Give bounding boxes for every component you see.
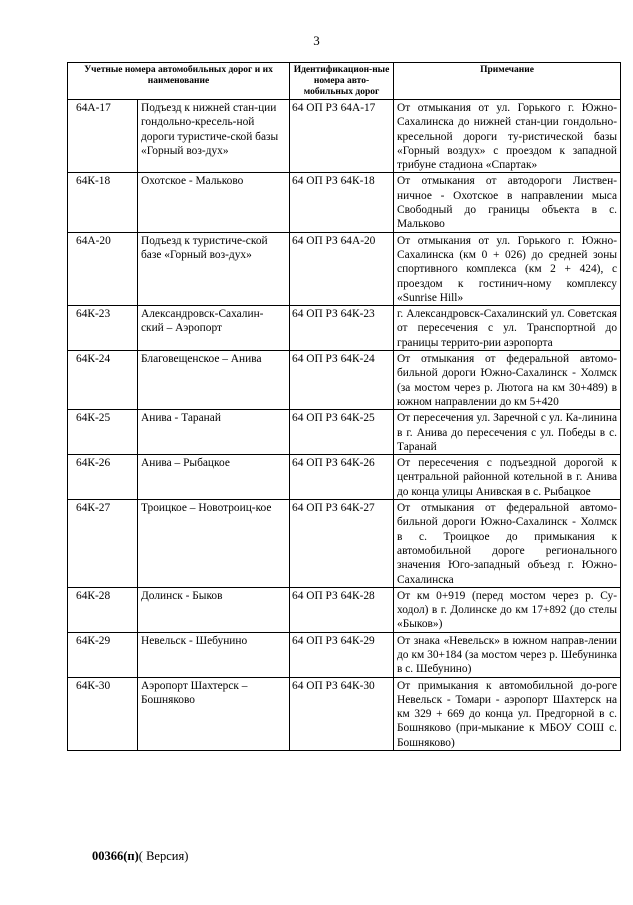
header-road-names: Учетные номера автомобильных дорог и их наименование — [68, 63, 290, 100]
table-row — [68, 455, 621, 500]
table-row — [68, 173, 621, 232]
road-account-number: 64К-30 — [68, 677, 138, 750]
table-header-row — [68, 63, 621, 100]
page-number: 3 — [313, 33, 320, 48]
table-row — [68, 500, 621, 588]
header-note: Примечание — [394, 63, 621, 100]
road-identification-number: 64 ОП РЗ 64А-17 — [290, 100, 394, 173]
road-account-number: 64К-23 — [68, 306, 138, 351]
road-account-number: 64К-18 — [68, 173, 138, 232]
road-identification-number: 64 ОП РЗ 64А-20 — [290, 232, 394, 305]
road-name: Благовещенское – Анива — [138, 351, 290, 410]
table-row — [68, 410, 621, 455]
road-identification-number: 64 ОП РЗ 64К-28 — [290, 587, 394, 632]
table-row — [68, 306, 621, 351]
road-note: г. Александровск-Сахалинский ул. Советская от пересечения с ул. Транспортной до границы террито-рии аэропорта — [394, 306, 621, 351]
road-account-number: 64К-25 — [68, 410, 138, 455]
road-name: Подъезд к туристиче-ской базе «Горный воз-дух» — [138, 232, 290, 305]
road-name: Невельск - Шебунино — [138, 632, 290, 677]
table-row — [68, 232, 621, 305]
road-name: Подъезд к нижней стан-ции гондольно-кресель-ной дороги туристиче-ской базы «Горный воз-дух» — [138, 100, 290, 173]
road-note: От отмыкания от федеральной автомо-бильной дороги Южно-Сахалинск - Холмск (за мостом через р. Лютога на км 30+489) в южном направлении до км 5+420 — [394, 351, 621, 410]
road-identification-number: 64 ОП РЗ 64К-30 — [290, 677, 394, 750]
table-row — [68, 100, 621, 173]
table-row — [68, 587, 621, 632]
document-version: ( Версия) — [138, 849, 189, 863]
road-note: От пересечения ул. Заречной с ул. Ка-линина в г. Анива до пересечения с ул. Победы в с. Таранай — [394, 410, 621, 455]
road-name: Долинск - Быков — [138, 587, 290, 632]
road-account-number: 64А-20 — [68, 232, 138, 305]
road-note: От примыкания к автомобильной до-роге Невельск - Томари - аэропорт Шахтерск на км 329 + 669 до конца ул. Предгорной в с. Бошняково (при-мыкание к МБОУ СОШ с. Бошняково) — [394, 677, 621, 750]
road-identification-number: 64 ОП РЗ 64К-24 — [290, 351, 394, 410]
road-note: От км 0+919 (перед мостом через р. Су-ходол) в г. Долинске до км 17+892 (до стелы «Быков») — [394, 587, 621, 632]
road-account-number: 64К-24 — [68, 351, 138, 410]
table-row — [68, 632, 621, 677]
table-row — [68, 351, 621, 410]
road-identification-number: 64 ОП РЗ 64К-23 — [290, 306, 394, 351]
document-code: 00366(п) — [92, 849, 139, 863]
road-note: От отмыкания от ул. Горького г. Южно-Сахалинска (км 0 + 026) до средней зоны спортивного комплекса (км 2 + 424), с проездом к гостинич-ному комплексу «Sunrise Hill» — [394, 232, 621, 305]
road-identification-number: 64 ОП РЗ 64К-25 — [290, 410, 394, 455]
road-account-number: 64К-29 — [68, 632, 138, 677]
road-name: Охотское - Мальково — [138, 173, 290, 232]
road-account-number: 64К-26 — [68, 455, 138, 500]
road-note: От знака «Невельск» в южном направ-лении до км 30+184 (за мостом через р. Шебунинка в с. Шебунино) — [394, 632, 621, 677]
road-identification-number: 64 ОП РЗ 64К-27 — [290, 500, 394, 588]
road-name: Александровск-Сахалин-ский – Аэропорт — [138, 306, 290, 351]
document-footer — [92, 849, 188, 864]
road-account-number: 64А-17 — [68, 100, 138, 173]
road-name: Анива - Таранай — [138, 410, 290, 455]
road-name: Аэропорт Шахтерск – Бошняково — [138, 677, 290, 750]
road-name: Троицкое – Новотроиц-кое — [138, 500, 290, 588]
road-name: Анива – Рыбацкое — [138, 455, 290, 500]
road-identification-number: 64 ОП РЗ 64К-26 — [290, 455, 394, 500]
road-account-number: 64К-28 — [68, 587, 138, 632]
road-note: От отмыкания от автодороги Листвен-ничное - Охотское в направлении мыса Свободный до границы объекта в с. Мальково — [394, 173, 621, 232]
road-identification-number: 64 ОП РЗ 64К-18 — [290, 173, 394, 232]
table-row — [68, 677, 621, 750]
header-identification-numbers: Идентификацион-ные номера авто-мобильных дорог — [290, 63, 394, 100]
road-account-number: 64К-27 — [68, 500, 138, 588]
road-note: От отмыкания от федеральной автомо-бильной дороги Южно-Сахалинск - Холмск в с. Троицкое до примыкания к автомобильной дороге регионального значения Юго-западный объезд г. Южно-Сахалинска — [394, 500, 621, 588]
roads-table — [67, 62, 621, 751]
road-note: От отмыкания от ул. Горького г. Южно-Сахалинска до нижней стан-ции гондольно-кресельной дороги ту-ристической базы «Горный воздух» с проездом к западной трибуне стадиона «Спартак» — [394, 100, 621, 173]
road-note: От пересечения с подъездной дорогой к центральной районной котельной в г. Анива до конца улицы Анивская в с. Рыбацкое — [394, 455, 621, 500]
road-identification-number: 64 ОП РЗ 64К-29 — [290, 632, 394, 677]
